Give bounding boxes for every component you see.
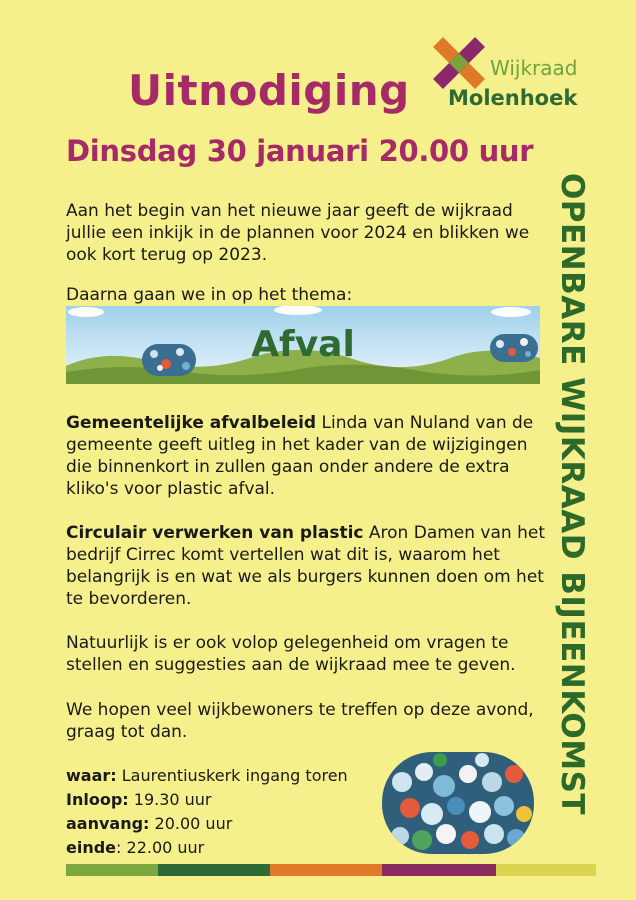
detail-walk-in-label: Inloop: xyxy=(66,790,129,809)
stripe-orange xyxy=(270,864,382,876)
side-banner xyxy=(548,130,596,858)
questions-paragraph: Natuurlijk is er ook volop gelegenheid om vragen te stellen en suggesties aan de wijkraad mee te geven. xyxy=(66,633,516,675)
wijkraad-logo xyxy=(430,34,620,116)
detail-end xyxy=(66,836,348,860)
stripe-yellow xyxy=(496,864,596,876)
detail-walk-in xyxy=(66,788,348,812)
detail-location-label: waar: xyxy=(66,766,117,785)
closing-paragraph: We hopen veel wijkbewoners te treffen op deze avond, graag tot dan. xyxy=(66,700,534,742)
event-details xyxy=(66,764,348,860)
detail-end-label: einde xyxy=(66,838,117,857)
logo-text-molenhoek: Molenhoek xyxy=(448,86,578,110)
detail-walk-in-value: 19.30 uur xyxy=(128,790,212,809)
detail-location xyxy=(66,764,348,788)
stripe-green-light xyxy=(66,864,158,876)
topic-waste-policy-heading: Gemeentelijke afvalbeleid xyxy=(66,413,317,433)
page-title: Uitnodiging xyxy=(128,66,410,115)
detail-start xyxy=(66,812,348,836)
stripe-green-dark xyxy=(158,864,270,876)
topic-circular-plastic-heading: Circulair verwerken van plastic xyxy=(66,523,364,543)
event-date: Dinsdag 30 januari 20.00 uur xyxy=(66,134,534,168)
topic-circular-plastic-text: Aron Damen van het bedrijf Cirrec komt vertellen wat dit is, waarom het belangrijk is en wat we als burgers kunnen doen om het te bevorderen. xyxy=(66,523,545,609)
side-banner-text: OPENBARE WIJKRAAD BIJEENKOMST xyxy=(554,172,590,816)
intro-paragraph: Aan het begin van het nieuwe jaar geeft de wijkraad jullie een inkijk in de plannen voor 2024 en blikken we ook kort terug op 2023. xyxy=(66,201,530,265)
logo-text-wijkraad: Wijkraad xyxy=(490,56,578,80)
cross-logo-icon xyxy=(430,34,488,92)
theme-intro: Daarna gaan we in op het thema: xyxy=(66,285,353,305)
theme-banner xyxy=(66,306,540,384)
detail-location-value: Laurentiuskerk ingang toren xyxy=(116,766,348,785)
topic-waste-policy xyxy=(66,412,546,500)
topic-circular-plastic xyxy=(66,522,546,610)
banner-theme-title: Afval xyxy=(251,324,355,365)
plastic-bottles-image xyxy=(382,752,534,854)
stripe-purple xyxy=(382,864,496,876)
detail-start-value: 20.00 uur xyxy=(149,814,233,833)
topic-waste-policy-text: Linda van Nuland van de gemeente geeft uitleg in het kader van de wijzigingen die binnenkort in zullen gaan onder andere de extra kliko's voor plastic afval. xyxy=(66,413,534,499)
detail-end-value: : 22.00 uur xyxy=(116,838,205,857)
detail-start-label: aanvang: xyxy=(66,814,150,833)
